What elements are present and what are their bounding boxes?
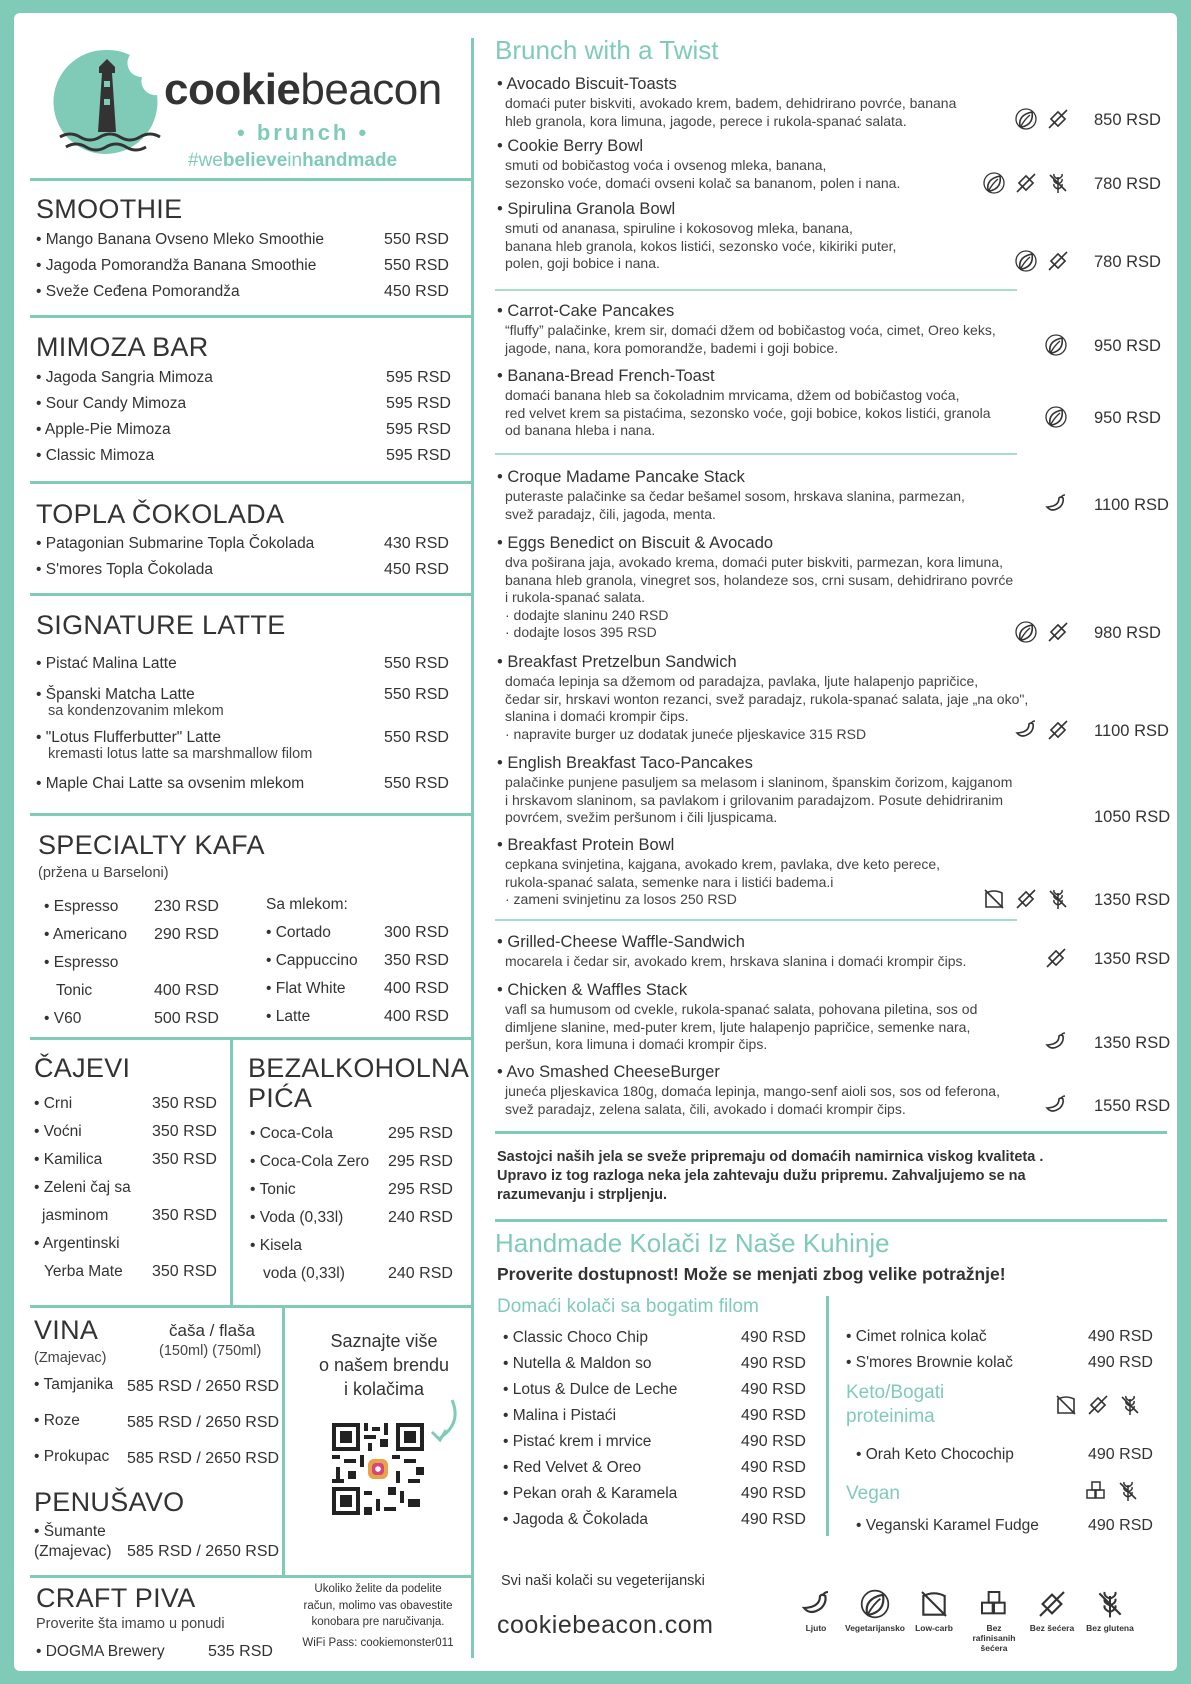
menu-item-price: 490 RSD (1088, 1517, 1153, 1534)
menu-item-price: 550 RSD (384, 257, 449, 274)
smoothie-title: SMOOTHIE (36, 194, 183, 224)
description-line: · zameni svinjetinu za losos 250 RSD (505, 891, 737, 907)
menu-item-origin: (Zmajevac) (34, 1543, 112, 1560)
menu-item: • Malina i Pistaći (503, 1407, 617, 1424)
menu-item-price: 550 RSD (384, 231, 449, 248)
description-line: domaći puter biskviti, avokado krem, badem, dehidrirano povrće, banana (505, 95, 957, 111)
divider (30, 315, 471, 318)
brand-name-light: beacon (300, 65, 442, 114)
menu-item-price: 490 RSD (741, 1511, 806, 1528)
brunch-item-title: • Breakfast Protein Bowl (497, 836, 675, 854)
sugar-free-icon (1014, 887, 1038, 911)
menu-item-price: 550 RSD (384, 729, 449, 746)
menu-item-price: 550 RSD (384, 775, 449, 792)
menu-item: • Cimet rolnica kolač (846, 1328, 987, 1345)
description-line: puteraste palačinke sa čedar bešamel sosom, hrskava slanina, parmezan, (505, 488, 965, 504)
menu-item: • Zeleni čaj sa (34, 1179, 131, 1196)
diet-icons (1014, 620, 1070, 644)
brunch-item-title: • Banana-Bread French-Toast (497, 367, 715, 385)
menu-item-price: 490 RSD (741, 1485, 806, 1502)
brunch-item-description (505, 953, 966, 971)
description-line: · dodajte losos 395 RSD (505, 624, 657, 640)
menu-item: • Nutella & Maldon so (503, 1355, 652, 1372)
description-line: i rukola-spanać salata. (505, 589, 646, 605)
menu-item: • Argentinski (34, 1235, 120, 1252)
brunch-item-price: 1550 RSD (1094, 1097, 1171, 1115)
menu-item: • Flat White (266, 980, 346, 997)
low-carb-icon (1054, 1393, 1078, 1417)
menu-item: • Espresso (44, 954, 119, 971)
menu-item-price: 595 RSD (386, 447, 451, 464)
keto-icons (1054, 1393, 1142, 1417)
brunch-item-title: • Cookie Berry Bowl (497, 137, 644, 155)
legend-label: Vegetarijansko (845, 1623, 906, 1633)
gluten-free-icon (1118, 1393, 1142, 1417)
description-line: smuti od bobičastog voća i ovsenog mleka, banana, (505, 157, 827, 173)
bezalk-title-2: PIĆA (248, 1083, 313, 1113)
menu-item-price: 490 RSD (741, 1407, 806, 1424)
low-carb-icon (982, 887, 1006, 911)
description-line: juneća pljeskavica 180g, domaća lepinja, mango-senf aioli sos, sos od feferona, (505, 1083, 1000, 1099)
brunch-item-title: • Eggs Benedict on Biscuit & Avocado (497, 534, 774, 552)
menu-item-price: 595 RSD (386, 421, 451, 438)
brunch-item-price: 950 RSD (1094, 337, 1161, 355)
brunch-item-description (505, 774, 1012, 827)
sugar-free-icon (1044, 946, 1068, 970)
description-line: od banana hleba i nana. (505, 422, 656, 438)
brunch-item-description (505, 673, 1028, 743)
brunch-item-description (505, 856, 940, 909)
vegan-icons (1084, 1479, 1140, 1503)
menu-item: • Cappuccino (266, 952, 358, 969)
brand-hashtag: #webelieveinhandmade (188, 150, 398, 171)
legend-label: Bez šećera (1029, 1623, 1075, 1633)
description-line: domaći banana hleb sa čokoladnim mrvicama, džem od bobičastog voća, (505, 387, 960, 403)
menu-item: • DOGMA Brewery (36, 1643, 165, 1660)
menu-item-price: 490 RSD (741, 1381, 806, 1398)
sugar-free-icon (1086, 1393, 1110, 1417)
promo-text: Saznajte više o našem brendu i kolačima (318, 1331, 450, 1399)
menu-item: Tonic (56, 982, 93, 999)
description-line: rukola-spanać salata, semenke nara i listići badema.i (505, 873, 834, 890)
menu-item-price: 400 RSD (384, 980, 449, 997)
brunch-item-title: • Croque Madame Pancake Stack (497, 468, 745, 486)
menu-item-price: 490 RSD (1088, 1354, 1153, 1371)
menu-item-price: 585 RSD / 2650 RSD (127, 1543, 280, 1560)
craft-subtitle: Proverite šta imamo u ponudi (36, 1616, 225, 1632)
menu-item: • Classic Choco Chip (503, 1329, 648, 1346)
menu-item: • Pistać krem i mrvice (503, 1433, 652, 1450)
menu-item: • Tamjanika (34, 1376, 114, 1393)
diet-icons (1044, 492, 1068, 516)
menu-item: • Lotus & Dulce de Leche (503, 1381, 678, 1398)
brunch-item-price: 1350 RSD (1094, 950, 1171, 968)
sugar-free-icon (1046, 107, 1070, 131)
menu-item-price: 295 RSD (388, 1181, 453, 1198)
menu-item-price: 290 RSD (154, 926, 219, 943)
divider (30, 1305, 471, 1308)
menu-item: • Mango Banana Ovseno Mleko Smoothie (36, 231, 325, 248)
sugar-free-icon (1036, 1588, 1068, 1620)
penusavo-title: PENUŠAVO (34, 1487, 185, 1517)
menu-item-price: 550 RSD (384, 655, 449, 672)
menu-item: • Voćni (34, 1123, 82, 1140)
brunch-item-description (505, 1001, 977, 1054)
divider (495, 1131, 1167, 1134)
description-line: · dodajte slaninu 240 RSD (505, 606, 669, 623)
diet-icons (1014, 249, 1070, 273)
legend-item (845, 1588, 905, 1633)
diet-icons (1014, 107, 1070, 131)
menu-item: • Španski Matcha Latte (36, 686, 195, 703)
description-line: hleb granola, kora limuna, jagode, perece i rukola-spanać salata. (505, 112, 907, 129)
brunch-item-description (505, 387, 991, 440)
divider (495, 453, 1017, 455)
menu-item: • Apple-Pie Mimoza (36, 421, 171, 438)
menu-item: • Kisela (250, 1237, 302, 1254)
description-line: banana hleb granola, kokos listići, sezonsko voće, kikiriki puter, (505, 237, 897, 254)
description-line: mocarela i čedar sir, avokado krem, hrskava slanina i domaći krompir čips. (505, 953, 967, 969)
brunch-item-title: • Carrot-Cake Pancakes (497, 302, 675, 320)
brunch-item-price: 1050 RSD (1094, 808, 1171, 826)
menu-item: • Cortado (266, 924, 331, 941)
brunch-item-title: • Avocado Biscuit-Toasts (497, 75, 677, 93)
legend-label: Low-carb (915, 1623, 953, 1633)
brunch-item-title: • Avo Smashed CheeseBurger (497, 1063, 720, 1081)
vegetarian-icon (1044, 333, 1068, 357)
description-line: povrćem, svežim peršunom i čili ljuspicama. (505, 809, 778, 825)
brunch-item-title: • English Breakfast Taco-Pancakes (497, 754, 753, 772)
vina-sizes: (150ml) (750ml) (159, 1343, 262, 1359)
vegetarian-icon (859, 1588, 891, 1620)
menu-item-price: 230 RSD (154, 898, 219, 915)
description-line: jagode, nana, kora pomorandže, bademi i goji bobice. (505, 339, 839, 356)
menu-item: • Pistać Malina Latte (36, 655, 177, 672)
brunch-item-description (505, 1083, 1000, 1118)
menu-item: • S'mores Brownie kolač (846, 1354, 1013, 1371)
menu-item-price: 300 RSD (384, 924, 449, 941)
diet-icons (982, 171, 1070, 195)
wifi-password: WiFi Pass: cookiemonster011 (302, 1636, 454, 1649)
description-line: vafl sa humusom od cvekle, rukola-spanać salata, pohovana piletina, sos od (505, 1001, 978, 1017)
gluten-free-icon (1046, 887, 1070, 911)
vina-glass-bottle: čaša / flaša (169, 1321, 255, 1340)
kafa-subtitle: (pržena u Barseloni) (38, 865, 169, 881)
spicy-icon (800, 1588, 832, 1620)
menu-item: • Kamilica (34, 1151, 103, 1168)
menu-item-price: 490 RSD (741, 1433, 806, 1450)
divider (495, 1219, 1167, 1222)
menu-item-price: 400 RSD (384, 1008, 449, 1025)
description-line: smuti od ananasa, spiruline i kokosovog mleka, banana, (505, 220, 853, 236)
menu-item-price: 585 RSD / 2650 RSD (127, 1378, 280, 1395)
menu-item-price: 535 RSD (208, 1643, 273, 1660)
menu-item: • Maple Chai Latte sa ovsenim mlekom (36, 775, 305, 792)
menu-item: • Coca-Cola (250, 1125, 333, 1142)
website-link[interactable]: cookiebeacon.com (497, 1611, 714, 1639)
divider (826, 1296, 829, 1536)
menu-item: • Tonic (250, 1181, 296, 1198)
menu-item-price: 490 RSD (741, 1329, 806, 1346)
brunch-item-description (505, 322, 996, 357)
vegetarian-icon (1014, 107, 1038, 131)
menu-item-price: 350 RSD (152, 1207, 217, 1224)
mimoza-title: MIMOZA BAR (36, 332, 209, 362)
divider (30, 1037, 471, 1040)
menu-item-price: 350 RSD (152, 1123, 217, 1140)
description-line: svež paradajz, zelena salata, čili, avokado i domaći krompir čips. (505, 1100, 906, 1117)
menu-item-price: 490 RSD (741, 1355, 806, 1372)
craft-title: CRAFT PIVA (36, 1583, 196, 1613)
brunch-item-description (505, 488, 965, 523)
brunch-item-price: 950 RSD (1094, 409, 1161, 427)
footer-note: Ukoliko želite da podelite račun, molimo vas obavestite konobara pre naručivanja. WiFi Pass: cookiemonster011 (286, 1581, 470, 1651)
description-line: dimljene slanine, med-puter krem, ljute halapenjo papričice, semenke nara, (505, 1018, 971, 1035)
description-line: dva poširana jaja, avokado krema, domaći puter biskviti, parmezan, kora limuna, (505, 554, 1004, 570)
description-line: slanina i domaći krompir čips. (505, 708, 689, 724)
sugar-free-icon (1046, 718, 1070, 742)
diet-icons (1044, 946, 1068, 970)
brunch-item-description (505, 157, 900, 192)
brunch-item-description (505, 554, 1013, 642)
lighthouse-logo-icon (52, 47, 162, 162)
vegetarian-icon (1014, 249, 1038, 273)
divider (495, 289, 1017, 291)
spicy-icon (1014, 718, 1038, 742)
divider (30, 1575, 471, 1578)
qr-code[interactable] (332, 1423, 424, 1515)
refined-sugar-free-icon (1084, 1479, 1108, 1503)
legend-item (1080, 1588, 1140, 1633)
brunch-item-title: • Spirulina Granola Bowl (497, 200, 676, 218)
brand-tagline: • brunch • (237, 120, 370, 145)
diet-icons (1044, 1093, 1068, 1117)
brunch-title: Brunch with a Twist (495, 35, 719, 65)
menu-item: • Americano (44, 926, 127, 943)
legend-item (1022, 1588, 1082, 1633)
menu-item: • Classic Mimoza (36, 447, 155, 464)
description-line: čedar sir, hrskavi wonton rezanci, svež paradajz, rukola-spanać salata, jaje „na oko", (505, 690, 1029, 707)
description-line: polen, goji bobice i nana. (505, 255, 660, 271)
brunch-item-price: 850 RSD (1094, 111, 1161, 129)
kafa-title: SPECIALTY KAFA (38, 830, 265, 860)
menu-item: • Pekan orah & Karamela (503, 1485, 678, 1502)
menu-item-price: 450 RSD (384, 283, 449, 300)
qr-code-icon (332, 1423, 424, 1515)
menu-item: • Jagoda & Čokolada (503, 1511, 649, 1528)
brand-name-bold: cookie (164, 65, 301, 114)
menu-item-price: 400 RSD (154, 982, 219, 999)
description-line: domaća lepinja sa džemom od paradajza, pavlaka, ljute halapenjo papričice, (505, 673, 979, 689)
menu-item: • V60 (44, 1010, 82, 1027)
menu-item: • Coca-Cola Zero (250, 1153, 370, 1170)
kafa-milk-title: Sa mlekom: (266, 896, 348, 913)
spicy-icon (1044, 492, 1068, 516)
menu-item-price: 550 RSD (384, 686, 449, 703)
column-divider (471, 38, 474, 1658)
menu-item-price: 295 RSD (388, 1153, 453, 1170)
diet-icons (982, 887, 1070, 911)
menu-item-price: 295 RSD (388, 1125, 453, 1142)
legend-label: Bez rafinisanih šećera (972, 1623, 1016, 1653)
legend-label: Bez glutena (1086, 1623, 1134, 1633)
menu-item-price: 240 RSD (388, 1265, 453, 1282)
menu-item: • Jagoda Sangria Mimoza (36, 369, 213, 386)
vegetarian-icon (1044, 405, 1068, 429)
description-line: i hrskavom slaninom, sa pavlakom i grilovanim paradajzom. Posute dehidriranim (505, 791, 1003, 808)
menu-item-price: 450 RSD (384, 561, 449, 578)
low-carb-icon (918, 1588, 950, 1620)
vegetarian-icon (1014, 620, 1038, 644)
vegetarian-note: Svi naši kolači su vegeterijanski (501, 1573, 705, 1589)
filled-cookies-title: Domaći kolači sa bogatim filom (497, 1296, 759, 1317)
divider (282, 1305, 285, 1575)
brunch-item-price: 1350 RSD (1094, 891, 1171, 909)
menu-item-price: 240 RSD (388, 1209, 453, 1226)
menu-item: • Latte (266, 1008, 311, 1025)
gluten-free-icon (1094, 1588, 1126, 1620)
brunch-item-description (505, 220, 896, 273)
menu-item: jasminom (42, 1207, 109, 1224)
sugar-free-icon (1046, 249, 1070, 273)
keto-title: Keto/Bogati proteinima (846, 1382, 945, 1427)
topla-title: TOPLA ČOKOLADA (36, 499, 285, 529)
menu-item: • Orah Keto Chocochip (856, 1446, 1014, 1463)
menu-item-price: 490 RSD (1088, 1446, 1153, 1463)
quality-note: Sastojci naših jela se sveže pripremaju od domaćih namirnica viskog kvaliteta . Upravo iz tog razloga neka jela zahtevaju dužu pripremu. Zahvaljujemo se na razumevanju i strpljenju. (497, 1149, 1044, 1203)
menu-item-sub: sa kondenzovanim mlekom (48, 703, 224, 719)
menu-item-price: 595 RSD (386, 369, 451, 386)
menu-item: • Veganski Karamel Fudge (856, 1517, 1039, 1534)
menu-page (14, 13, 1177, 1671)
brunch-item-title: • Chicken & Waffles Stack (497, 981, 688, 999)
brunch-item-price: 980 RSD (1094, 624, 1161, 642)
menu-item: • Prokupac (34, 1448, 110, 1465)
menu-item-price: 350 RSD (152, 1263, 217, 1280)
description-line: red velvet krem sa pistaćima, sezonsko voće, goji bobice, kokos listići, granola (505, 404, 991, 421)
divider (30, 178, 471, 181)
legend-item (904, 1588, 964, 1633)
vina-origin: (Zmajevac) (34, 1350, 107, 1366)
legend-label: Ljuto (805, 1623, 827, 1633)
refined-sugar-free-icon (978, 1588, 1010, 1620)
menu-item: • Patagonian Submarine Topla Čokolada (36, 535, 315, 552)
legend-item (786, 1588, 846, 1633)
menu-item-price: 490 RSD (741, 1459, 806, 1476)
divider (30, 593, 471, 596)
cajevi-title: ČAJEVI (34, 1053, 131, 1083)
description-line: · napravite burger uz dodatak juneće pljeskavice 315 RSD (505, 725, 867, 742)
divider (30, 481, 471, 484)
menu-item: • "Lotus Flufferbutter" Latte (36, 729, 222, 746)
kolaci-subtitle: Proverite dostupnost! Može se menjati zbog velike potražnje! (497, 1264, 1006, 1284)
menu-item-price: 490 RSD (1088, 1328, 1153, 1345)
sugar-free-icon (1046, 620, 1070, 644)
divider (230, 1037, 233, 1305)
diet-icons (1044, 405, 1068, 429)
vegetarian-icon (982, 171, 1006, 195)
brunch-item-price: 1100 RSD (1094, 722, 1169, 740)
menu-item: • Voda (0,33l) (250, 1209, 344, 1226)
diet-icons (1044, 1030, 1068, 1054)
latte-title: SIGNATURE LATTE (36, 610, 286, 640)
menu-item-price: 350 RSD (152, 1151, 217, 1168)
vegan-title: Vegan (846, 1483, 900, 1504)
description-line: “fluffy” palačinke, krem sir, domaći džem od bobičastog voća, cimet, Oreo keks, (505, 322, 996, 338)
menu-item: • Crni (34, 1095, 73, 1112)
divider (30, 813, 471, 816)
menu-item: • Sveže Ceđena Pomorandža (36, 283, 240, 300)
brunch-item-price: 780 RSD (1094, 253, 1161, 271)
bezalk-title: BEZALKOHOLNA (248, 1053, 470, 1083)
description-line: svež paradajz, čili, jagoda, menta. (505, 505, 716, 522)
legend-item (964, 1588, 1024, 1653)
menu-item-price: 350 RSD (152, 1095, 217, 1112)
menu-item: Yerba Mate (44, 1263, 123, 1280)
description-line: peršun, kora limuna i domaći krompir čips. (505, 1036, 768, 1052)
description-line: palačinke punjene pasuljem sa melasom i slaninom, španskim čorizom, kajganom (505, 774, 1013, 790)
brunch-item-price: 780 RSD (1094, 175, 1161, 193)
menu-item: • Jagoda Pomorandža Banana Smoothie (36, 257, 317, 274)
spicy-icon (1044, 1030, 1068, 1054)
gluten-free-icon (1046, 171, 1070, 195)
description-line: banana hleb granola, vinegret sos, holandeze sos, crni susam, dehidrirano povrće (505, 571, 1014, 588)
menu-item-price: 430 RSD (384, 535, 449, 552)
menu-item-price: 585 RSD / 2650 RSD (127, 1414, 280, 1431)
vina-title: VINA (34, 1315, 99, 1345)
gluten-free-icon (1116, 1479, 1140, 1503)
brunch-item-title: • Breakfast Pretzelbun Sandwich (497, 653, 737, 671)
menu-item: • Red Velvet & Oreo (503, 1459, 642, 1476)
diet-icons (1014, 718, 1070, 742)
brunch-item-title: • Grilled-Cheese Waffle-Sandwich (497, 933, 745, 951)
menu-item: voda (0,33l) (263, 1265, 345, 1282)
divider (495, 919, 1017, 921)
menu-item-price: 350 RSD (384, 952, 449, 969)
description-line: cepkana svinjetina, kajgana, avokado krem, pavlaka, dve keto perece, (505, 856, 941, 872)
sugar-free-icon (1014, 171, 1038, 195)
logo (52, 47, 472, 172)
spicy-icon (1044, 1093, 1068, 1117)
menu-item: • S'mores Topla Čokolada (36, 561, 213, 578)
menu-item-price: 585 RSD / 2650 RSD (127, 1450, 280, 1467)
kolaci-title: Handmade Kolači Iz Naše Kuhinje (495, 1228, 890, 1258)
menu-item-price: 500 RSD (154, 1010, 219, 1027)
arrow-down-icon (426, 1398, 466, 1448)
menu-item-sub: kremasti lotus latte sa marshmallow filom (48, 746, 313, 762)
menu-item: • Roze (34, 1412, 80, 1429)
brunch-item-price: 1350 RSD (1094, 1034, 1171, 1052)
menu-item-price: 595 RSD (386, 395, 451, 412)
diet-icons (1044, 333, 1068, 357)
brunch-item-price: 1100 RSD (1094, 496, 1169, 514)
menu-item: • Espresso (44, 898, 119, 915)
brunch-item-description (505, 95, 956, 130)
menu-item: • Sour Candy Mimoza (36, 395, 187, 412)
menu-item: • Šumante (34, 1523, 106, 1540)
description-line: sezonsko voće, domaći ovseni kolač sa bananom, polen i nana. (505, 174, 901, 191)
